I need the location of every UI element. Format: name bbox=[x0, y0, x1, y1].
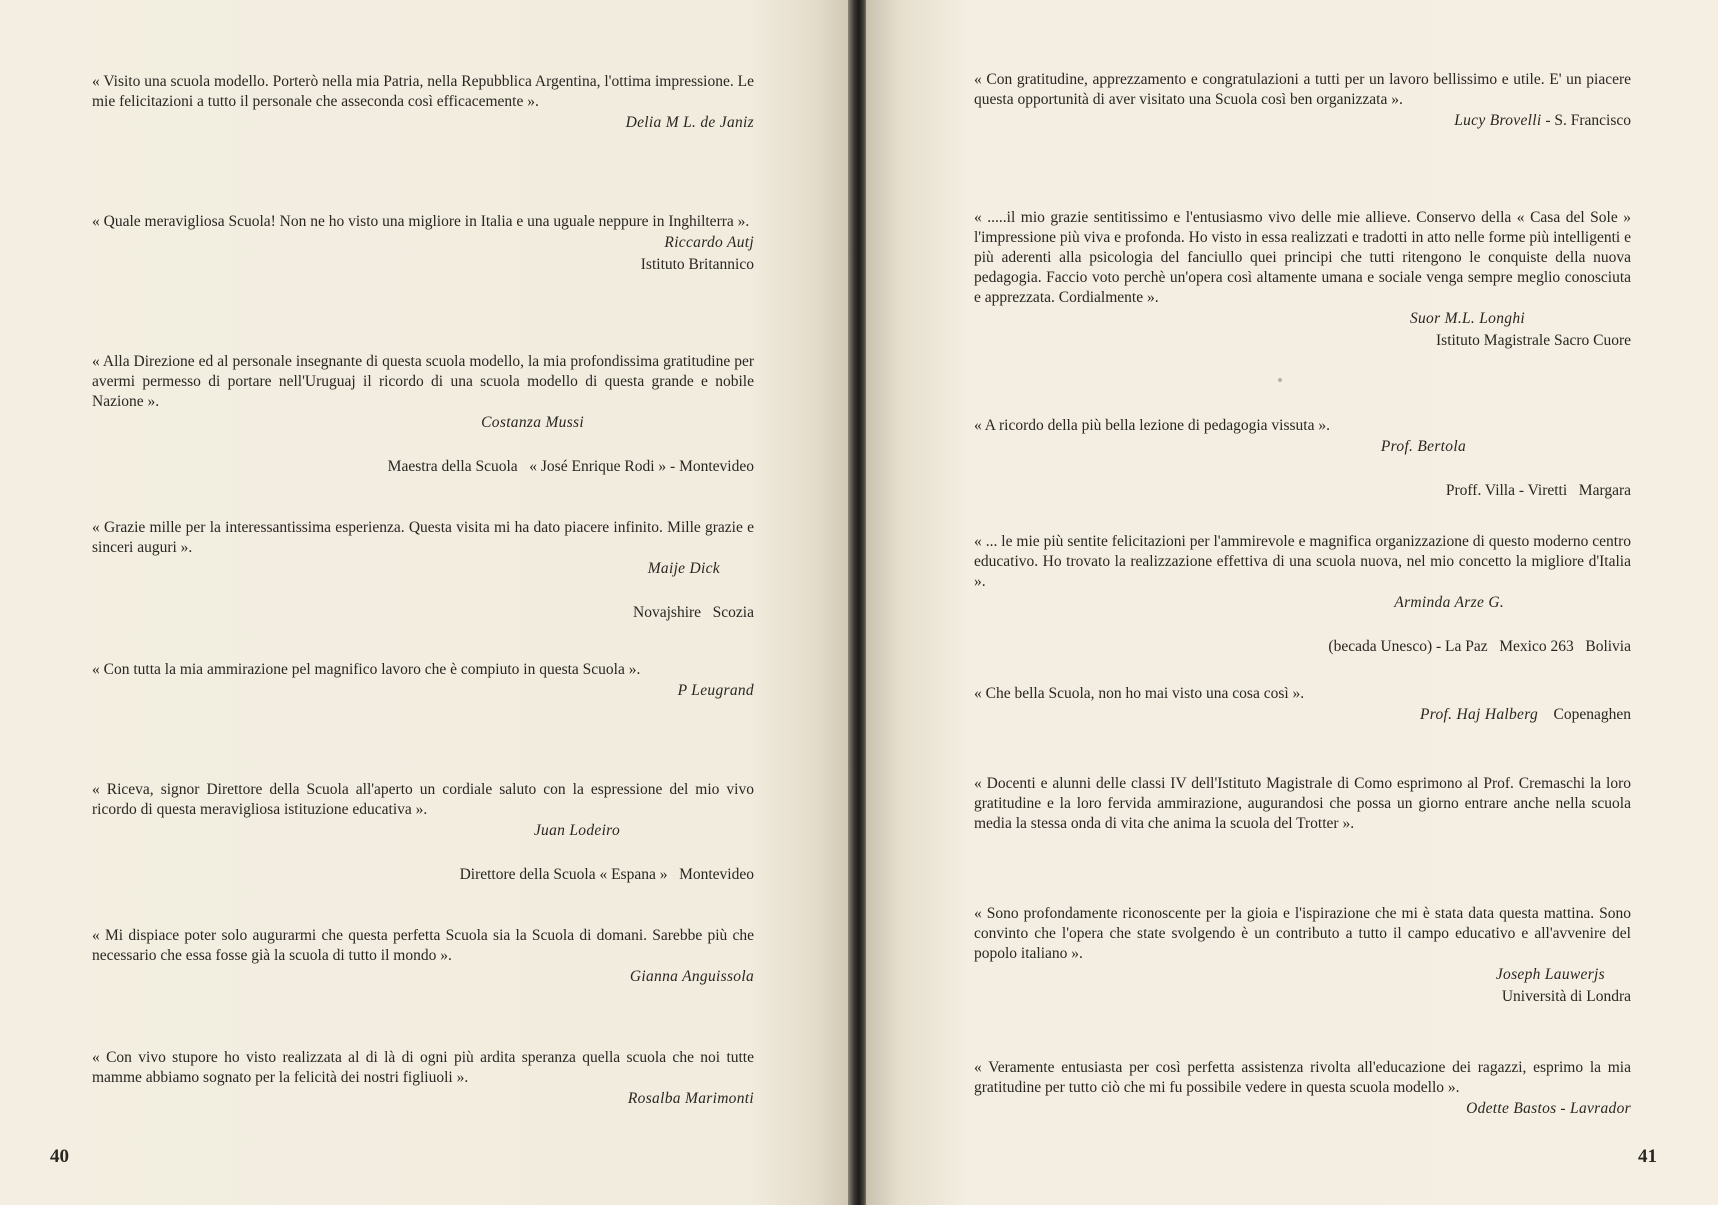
right-page bbox=[866, 0, 1718, 1205]
testimonial-signature bbox=[92, 966, 754, 988]
testimonial-entry bbox=[92, 352, 754, 500]
paper-speck bbox=[1278, 378, 1282, 382]
signatory-name: P Leugrand bbox=[677, 682, 754, 699]
testimonial-entry bbox=[974, 1058, 1631, 1120]
testimonial-signature bbox=[974, 704, 1631, 726]
book-gutter bbox=[848, 0, 868, 1205]
signatory-name: Prof. Haj Halberg bbox=[1419, 706, 1539, 723]
page-number: 41 bbox=[1638, 1146, 1657, 1167]
signatory-name: Suor M.L. Longhi bbox=[1409, 310, 1525, 327]
testimonial-quote: « Grazie mille per la interessantissima esperienza. Questa visita mi ha dato piacere infinito. Mille grazie e sinceri auguri ». bbox=[92, 519, 754, 556]
testimonial-quote: « ... le mie più sentite felicitazioni per l'ammirevole e magnifica organizzazione di questo moderno centro educativo. Ho trovato la realizzazione effettiva di una scuola nuova, nel mio concetto la migliore d'Italia ». bbox=[974, 533, 1631, 590]
left-page bbox=[0, 0, 850, 1205]
testimonial-entry bbox=[974, 70, 1631, 132]
signatory-affiliation: Copenaghen bbox=[1553, 706, 1631, 723]
testimonial-entry bbox=[974, 532, 1631, 680]
testimonial-quote: « Alla Direzione ed al personale insegnante di questa scuola modello, la mia profondissima gratitudine per avermi permesso di portare nell'Uruguaj il ricordo di una scuola modello di questa grande e nobile Nazione ». bbox=[92, 353, 754, 410]
testimonial-quote: « A ricordo della più bella lezione di pedagogia vissuta ». bbox=[974, 417, 1330, 434]
testimonial-entry bbox=[974, 684, 1631, 726]
testimonial-quote: « Riceva, signor Direttore della Scuola all'aperto un cordiale saluto con la espressione del mio vivo ricordo di questa meravigliosa istituzione educativa ». bbox=[92, 781, 754, 818]
testimonial-signature bbox=[974, 1098, 1631, 1120]
signatory-name: Lucy Brovelli bbox=[1454, 112, 1542, 129]
signatory-affiliation: Istituto Britannico bbox=[640, 256, 754, 273]
testimonial-quote: « Sono profondamente riconoscente per la gioia e l'ispirazione che mi è stata data questa mattina. Sono convinto che l'opera che state svolgendo è un contributo a tutto il campo educativo e all'avvenire del popolo italiano ». bbox=[974, 905, 1631, 962]
testimonial-quote: « Con vivo stupore ho visto realizzata al di là di ogni più ardita speranza quella scuola che noi tutte mamme abbiamo sognato per la felicità dei nostri figliuoli ». bbox=[92, 1049, 754, 1086]
signatory-name: Odette Bastos bbox=[1466, 1100, 1557, 1117]
testimonial-affiliation-line bbox=[92, 254, 754, 276]
testimonial-affiliation-line bbox=[974, 986, 1631, 1008]
testimonial-signature bbox=[92, 558, 754, 580]
testimonial-entry bbox=[92, 1048, 754, 1110]
testimonial-signature bbox=[92, 820, 754, 842]
testimonial-entry bbox=[974, 904, 1631, 1008]
signatory-name: Prof. Bertola bbox=[1380, 438, 1466, 455]
testimonial-entry bbox=[974, 208, 1631, 352]
testimonial-entry bbox=[974, 774, 1631, 834]
testimonial-signature bbox=[974, 308, 1631, 330]
testimonial-quote: « Con gratitudine, apprezzamento e congratulazioni a tutti per un lavoro bellissimo e utile. E' un piacere questa opportunità di aver visitato una Scuola così ben organizzata ». bbox=[974, 71, 1631, 108]
testimonial-affiliation-line bbox=[974, 614, 1631, 680]
testimonial-entry bbox=[92, 72, 754, 134]
signatory-affiliation: Istituto Magistrale Sacro Cuore bbox=[1436, 332, 1631, 349]
signatory-name: Riccardo Autj bbox=[664, 234, 754, 251]
testimonial-quote: « Mi dispiace poter solo augurarmi che questa perfetta Scuola sia la Scuola di domani. Sarebbe più che necessario che essa fosse già la scuola di tutto il mondo ». bbox=[92, 927, 754, 964]
testimonial-quote: « Con tutta la mia ammirazione pel magnifico lavoro che è compiuto in questa Scuola ». bbox=[92, 661, 641, 678]
testimonial-signature bbox=[974, 964, 1631, 986]
testimonial-signature bbox=[92, 1088, 754, 1110]
testimonial-affiliation-line bbox=[974, 330, 1631, 352]
signatory-affiliation: - Lavrador bbox=[1560, 1100, 1631, 1117]
testimonial-entry bbox=[92, 212, 754, 276]
signatory-affiliation: - S. Francisco bbox=[1545, 112, 1631, 129]
testimonial-entry bbox=[92, 926, 754, 988]
testimonial-quote: « .....il mio grazie sentitissimo e l'entusiasmo vivo delle mie allieve. Conservo della « Casa del Sole » l'impressione più viva e profonda. Ho visto in essa realizzati e tradotti in atto nelle forme più intelligenti e più aderenti alla psicologia del fanciullo quei principi che tutti ritengono le conquiste della nuova pedagogia. Faccio voto perchè un'opera così altamente umana e sociale venga sempre meglio conosciuta e apprezzata. Cordialmente ». bbox=[974, 209, 1631, 306]
testimonial-entry bbox=[92, 660, 754, 702]
testimonial-quote: « Veramente entusiasta per così perfetta assistenza rivolta all'educazione dei ragazzi, esprimo la mia gratitudine per tutto ciò che mi fu possibile vedere in questa scuola modello ». bbox=[974, 1059, 1631, 1096]
signatory-affiliation: Direttore della Scuola « Espana » Montevideo bbox=[459, 866, 754, 883]
testimonial-entry bbox=[974, 416, 1631, 524]
signatory-affiliation: Università di Londra bbox=[1501, 988, 1631, 1005]
testimonial-signature bbox=[92, 112, 754, 134]
signatory-name: Joseph Lauwerjs bbox=[1495, 966, 1605, 983]
testimonial-affiliation-line bbox=[92, 580, 754, 646]
signatory-affiliation: Proff. Villa - Viretti Margara bbox=[1445, 482, 1631, 499]
signatory-name: Gianna Anguissola bbox=[629, 968, 754, 985]
testimonial-quote: « Quale meravigliosa Scuola! Non ne ho visto una migliore in Italia e una uguale neppure in Inghilterra ». bbox=[92, 213, 750, 230]
signatory-name: Delia M L. de Janiz bbox=[625, 114, 754, 131]
signatory-affiliation: Novajshire Scozia bbox=[633, 604, 754, 621]
signatory-affiliation: (becada Unesco) - La Paz Mexico 263 Bolivia bbox=[1328, 638, 1631, 655]
testimonial-quote: « Docenti e alunni delle classi IV dell'Istituto Magistrale di Como esprimono al Prof. Cremaschi la loro gratitudine e la loro fervida ammirazione, augurandosi che possa un giorno entrare anche nella scuola media la stessa onda di vita che anima la scuola del Trotter ». bbox=[974, 775, 1631, 832]
testimonial-affiliation-line bbox=[974, 458, 1631, 524]
testimonial-signature bbox=[974, 110, 1631, 132]
signatory-name: Rosalba Marimonti bbox=[627, 1090, 754, 1107]
testimonial-signature bbox=[92, 680, 754, 702]
testimonial-signature bbox=[974, 592, 1631, 614]
testimonial-entry bbox=[92, 518, 754, 646]
testimonial-signature bbox=[92, 232, 754, 254]
signatory-name: Juan Lodeiro bbox=[533, 822, 620, 839]
signatory-affiliation: Maestra della Scuola « José Enrique Rodi » - Montevideo bbox=[387, 458, 754, 475]
testimonial-affiliation-line bbox=[92, 842, 754, 908]
signatory-name: Maije Dick bbox=[647, 560, 720, 577]
signatory-name: Costanza Mussi bbox=[481, 414, 584, 431]
testimonial-signature bbox=[92, 412, 754, 434]
testimonial-quote: « Che bella Scuola, non ho mai visto una cosa così ». bbox=[974, 685, 1305, 702]
page-number: 40 bbox=[50, 1146, 69, 1167]
testimonial-quote: « Visito una scuola modello. Porterò nella mia Patria, nella Repubblica Argentina, l'ottima impressione. Le mie felicitazioni a tutto il personale che asseconda così efficacemente ». bbox=[92, 73, 754, 110]
testimonial-signature bbox=[974, 436, 1631, 458]
testimonial-entry bbox=[92, 780, 754, 908]
signatory-name: Arminda Arze G. bbox=[1394, 594, 1504, 611]
testimonial-affiliation-line bbox=[92, 434, 754, 500]
